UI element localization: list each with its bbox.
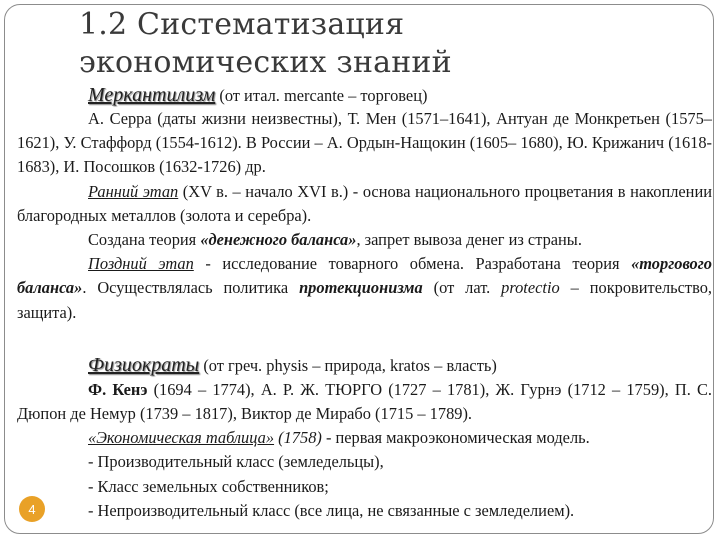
slide-title: 1.2 Систематизация экономических знаний [79, 7, 452, 80]
late-stage-label: Поздний этап [88, 254, 194, 274]
physiocrats-heading [17, 353, 712, 378]
economic-table-text: - первая макроэкономическая модель. [321, 428, 590, 448]
page-number-badge: 4 [19, 496, 45, 522]
late-stage-text-4: – покровительство, защита). [17, 278, 713, 322]
theory-post: , запрет вывоза денег из страны. [356, 230, 582, 250]
mercantilism-heading [17, 84, 712, 107]
mercantilism-authors: А. Серра (даты жизни неизвестны), Т. Мен (1571–1641), Антуан де Монкретьен (1575–1621), У. Стаффорд (1554-1612). В России – А. Ордын-Нащокин (1605– 1680), Ю. Крижанич (1618-1683), И. Посошков (1632-1726) др. [17, 109, 712, 177]
class-item-landowners: - Класс земельных собственников; [88, 476, 329, 496]
trade-balance-term: «торгового баланса» [17, 254, 712, 298]
physiocrats-authors [17, 378, 712, 426]
economic-table-term: «Экономическая таблица» [88, 428, 275, 448]
physiocrats-etymology: (от греч. physis – природа, kratos – власть) [199, 355, 497, 375]
early-stage-label: Ранний этап [88, 181, 179, 201]
physiocrats-authors-rest: (1694 – 1774), А. Р. Ж. ТЮРГО (1727 – 1781), Ж. Гурнэ (1712 – 1759), П. С. Дюпон де Немур (1739 – 1817), Виктор де Мирабо (1715 – 1789). [17, 379, 712, 424]
class-item-productive: - Производительный класс (земледельцы), [88, 452, 384, 472]
economic-table-paragraph [17, 426, 712, 450]
late-stage-text-2: . Осуществлялась политика [82, 278, 300, 298]
theory-paragraph [17, 228, 712, 252]
late-stage-paragraph [17, 252, 712, 325]
protectionism-term: протекционизма [299, 278, 423, 298]
late-stage-text-1: - исследование товарного обмена. Разработана теория [193, 254, 632, 274]
mercantilism-term: Меркантилизм [88, 84, 216, 106]
late-stage-text-3: (от лат. [422, 278, 502, 298]
quesnay-name: Ф. Кенэ [88, 379, 148, 399]
early-stage-paragraph [17, 180, 712, 228]
class-item-unproductive: - Непроизводительный класс (все лица, не связанные с земледелием). [88, 500, 575, 520]
money-balance-term: «денежного баланса» [200, 230, 357, 250]
economic-table-year: (1758) [274, 428, 322, 448]
protectio-term: protectio [501, 278, 560, 298]
slide-body [17, 84, 712, 523]
mercantilism-etymology: (от итал. mercante – торговец) [215, 86, 428, 105]
physiocrats-term: Физиократы [88, 353, 200, 376]
early-stage-text: (XV в. – начало XVI в.) - основа национального процветания в накоплении благородных металлов (золота и серебра). [17, 181, 712, 225]
theory-pre: Создана теория [88, 230, 201, 250]
